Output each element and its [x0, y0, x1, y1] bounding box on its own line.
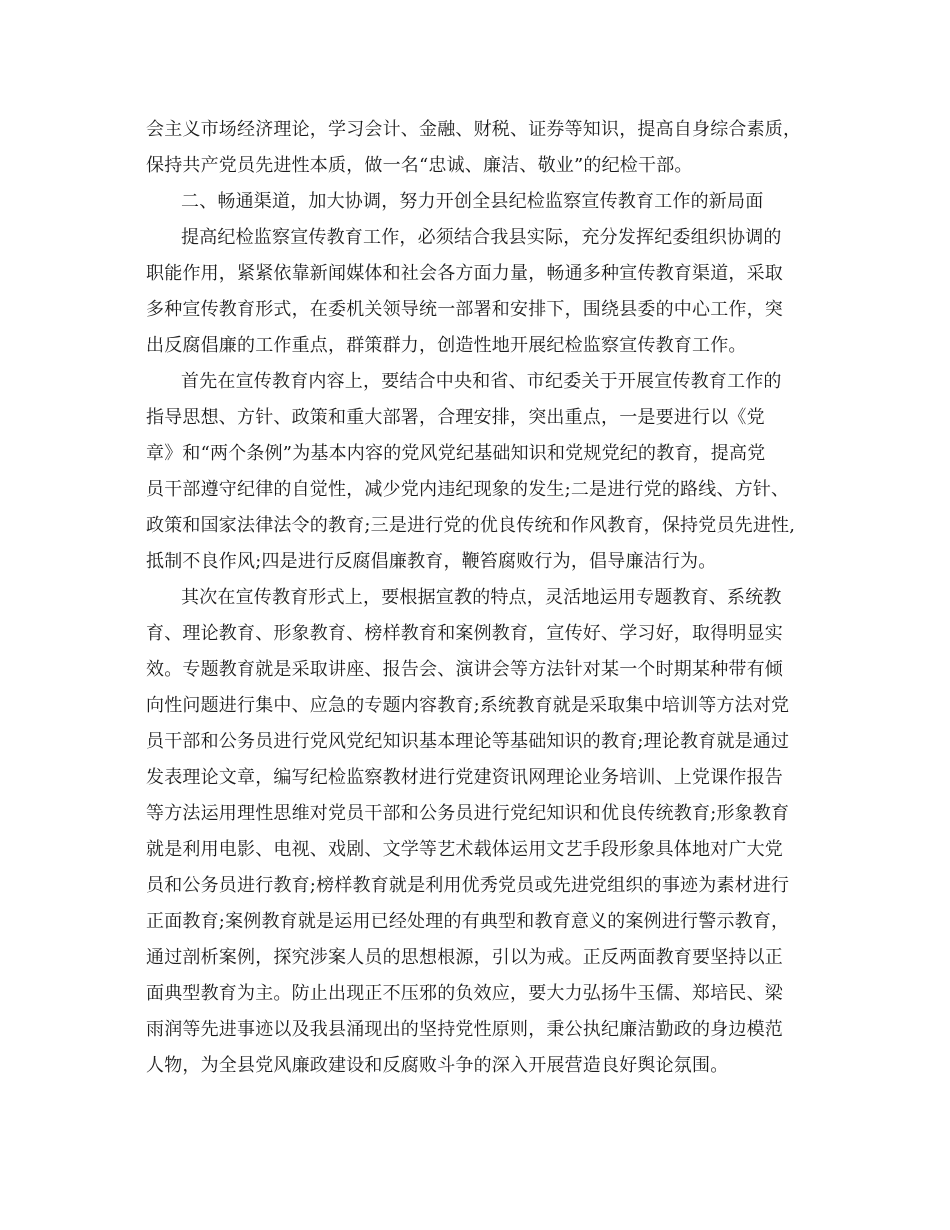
- section-heading: 二、畅通渠道，加大协调，努力开创全县纪检监察宣传教育工作的新局面: [181, 191, 764, 212]
- text-line: 员干部遵守纪律的自觉性，减少党内违纪现象的发生;二是进行党的路线、方针、: [146, 479, 790, 500]
- text-line: 向性问题进行集中、应急的专题内容教育;系统教育就是采取集中培训等方法对党: [146, 695, 790, 716]
- text-line: 通过剖析案例，探究涉案人员的思想根源，引以为戒。正反两面教育要坚持以正: [146, 947, 783, 968]
- text-line: 多种宣传教育形式，在委机关领导统一部署和安排下，围绕县委的中心工作，突: [146, 299, 783, 320]
- text-line: 等方法运用理性思维对党员干部和公务员进行党纪知识和优良传统教育;形象教育: [146, 803, 790, 824]
- text-line: 首先在宣传教育内容上，要结合中央和省、市纪委关于开展宣传教育工作的: [181, 371, 782, 392]
- text-line: 效。专题教育就是采取讲座、报告会、演讲会等方法针对某一个时期某种带有倾: [146, 659, 783, 680]
- text-line: 就是利用电影、电视、戏剧、文学等艺术载体运用文艺手段形象具体地对广大党: [146, 839, 783, 860]
- text-line: 提高纪检监察宣传教育工作，必须结合我县实际，充分发挥纪委组织协调的: [181, 227, 782, 248]
- text-line: 面典型教育为主。防止出现正不压邪的负效应，要大力弘扬牛玉儒、郑培民、梁: [146, 983, 783, 1004]
- text-line: 章》和“两个条例”为基本内容的党风党纪基础知识和党规党纪的教育，提高党: [146, 443, 766, 464]
- text-line: 出反腐倡廉的工作重点，群策群力，创造性地开展纪检监察宣传教育工作。: [146, 335, 747, 356]
- text-line: 抵制不良作风;四是进行反腐倡廉教育，鞭笞腐败行为，倡导廉洁行为。: [146, 551, 717, 572]
- text-line: 正面教育;案例教育就是运用已经处理的有典型和教育意义的案例进行警示教育，: [146, 911, 790, 932]
- text-line: 育、理论教育、形象教育、榜样教育和案例教育，宣传好、学习好，取得明显实: [146, 623, 783, 644]
- text-line: 保持共产党员先进性本质，做一名“忠诚、廉洁、敬业”的纪检干部。: [146, 155, 693, 176]
- text-line: 指导思想、方针、政策和重大部署，合理安排，突出重点，一是要进行以《党: [146, 407, 765, 428]
- text-line: 其次在宣传教育形式上，要根据宣教的特点，灵活地运用专题教育、系统教: [181, 587, 782, 608]
- text-line: 雨润等先进事迹以及我县涌现出的坚持党性原则，秉公执纪廉洁勤政的身边模范: [146, 1019, 783, 1040]
- text-line: 会主义市场经济理论，学习会计、金融、财税、证券等知识，提高自身综合素质，: [146, 119, 802, 140]
- text-line: 发表理论文章，编写纪检监察教材进行党建资讯网理论业务培训、上党课作报告: [146, 767, 783, 788]
- text-line: 员干部和公务员进行党风党纪知识基本理论等基础知识的教育;理论教育就是通过: [146, 731, 790, 752]
- text-line: 政策和国家法律法令的教育;三是进行党的优良传统和作风教育，保持党员先进性,: [146, 515, 796, 536]
- text-line: 人物，为全县党风廉政建设和反腐败斗争的深入开展营造良好舆论氛围。: [146, 1055, 729, 1076]
- text-line: 职能作用，紧紧依靠新闻媒体和社会各方面力量，畅通多种宣传教育渠道，采取: [146, 263, 783, 284]
- text-line: 员和公务员进行教育;榜样教育就是利用优秀党员或先进党组织的事迹为素材进行: [146, 875, 790, 896]
